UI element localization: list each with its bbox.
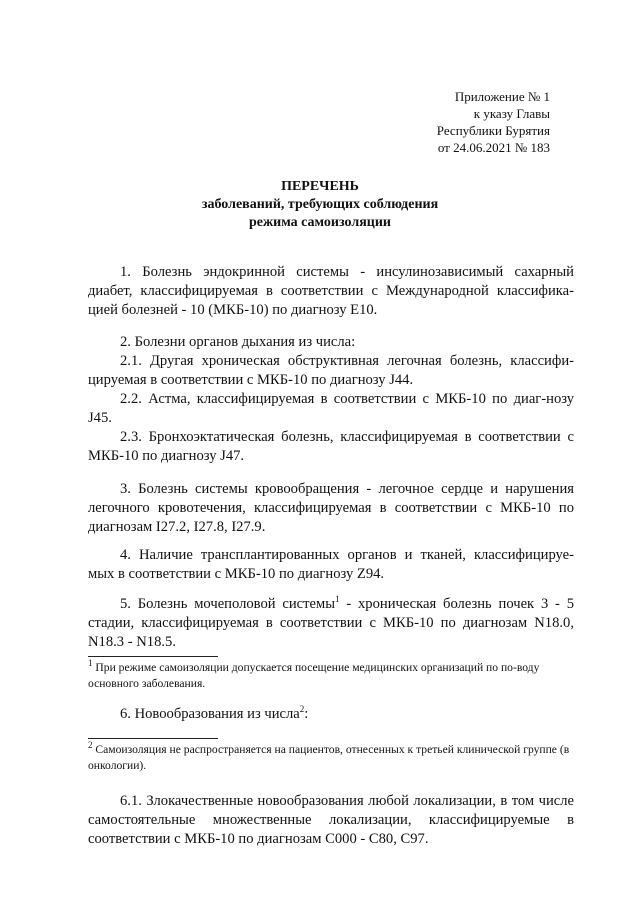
item-1 — [88, 263, 574, 320]
item-2-text: 2. Болезни органов дыхания из числа: — [120, 334, 356, 350]
footnote-1 — [88, 660, 574, 692]
footnote-separator-1 — [88, 656, 218, 657]
item-6-text-b: : — [304, 706, 309, 722]
title-line-3: режима самоизоляции — [249, 215, 391, 230]
document-title — [0, 178, 640, 232]
item-4-text: 4. Наличие трансплантированных органов и тканей, классифицируе-мых в соответствии с МКБ-10 по диагнозу Z94. — [88, 547, 574, 582]
item-5 — [88, 595, 574, 652]
item-5-text-a: 5. Болезнь мочеполовой системы — [120, 596, 336, 612]
footnote-2-number: 2 — [88, 740, 93, 751]
item-3-text: 3. Болезнь системы кровообращения - легочное сердце и нарушения легочного кровотечения, классифицируемая в соответствии с МКБ-10 по диагнозам I27.2, I27.8, I27.9. — [88, 481, 574, 535]
item-2-1-text: 2.1. Другая хроническая обструктивная легочная болезнь, классифи-цируемая в соответствии с МКБ-10 по диагнозу J44. — [88, 353, 574, 388]
footnote-separator-2 — [88, 738, 218, 739]
item-4 — [88, 546, 574, 584]
footnote-1-number: 1 — [88, 658, 93, 669]
title-line-2: заболеваний, требующих соблюдения — [201, 197, 439, 212]
item-2-1 — [88, 352, 574, 390]
item-1-text: 1. Болезнь эндокринной системы - инсулинозависимый сахарный диабет, классифицируемая в соответствии с Международной классифика-цией болезней - 10 (МКБ-10) по диагнозу E10. — [88, 264, 574, 318]
appendix-line-1: Приложение № 1 — [454, 89, 550, 104]
footnote-ref-1: 1 — [335, 594, 340, 605]
appendix-header — [400, 88, 550, 156]
item-2-3 — [88, 428, 574, 466]
item-2-2 — [88, 390, 574, 428]
item-6-1 — [88, 792, 574, 849]
footnote-2 — [88, 742, 574, 774]
item-2-3-text: 2.3. Бронхоэктатическая болезнь, классифицируемая в соответствии с МКБ-10 по диагнозу J47. — [88, 429, 574, 464]
item-2-2-text: 2.2. Астма, классифицируемая в соответствии с МКБ-10 по диаг-нозу J45. — [88, 391, 574, 426]
item-6 — [88, 705, 574, 724]
footnote-1-text: При режиме самоизоляции допускается посещение медицинских организаций по по-воду основного заболевания. — [88, 661, 540, 690]
footnote-ref-2: 2 — [299, 704, 305, 715]
item-3 — [88, 480, 574, 537]
footnote-2-text: Самоизоляция не распространяется на пациентов, отнесенных к третьей клинической группе (в онкологии). — [88, 743, 570, 772]
appendix-line-2: к указу Главы — [473, 106, 550, 121]
item-2 — [88, 333, 574, 352]
item-5-text-b: - хроническая болезнь почек 3 - 5 стадии, классифицируемая в соответствии с МКБ-10 по диагнозам N18.0, N18.3 - N18.5. — [88, 596, 574, 650]
item-6-1-text: 6.1. Злокачественные новообразования любой локализации, в том числе самостоятельные множественные локализации, классифицируемые в соответствии с МКБ-10 по диагнозам C000 - C80, C97. — [88, 793, 574, 847]
title-line-1: ПЕРЕЧЕНЬ — [281, 179, 359, 194]
appendix-line-3: Республики Бурятия — [436, 123, 550, 138]
item-6-text-a: 6. Новообразования из числа — [120, 706, 300, 722]
appendix-line-4: от 24.06.2021 № 183 — [437, 140, 550, 155]
